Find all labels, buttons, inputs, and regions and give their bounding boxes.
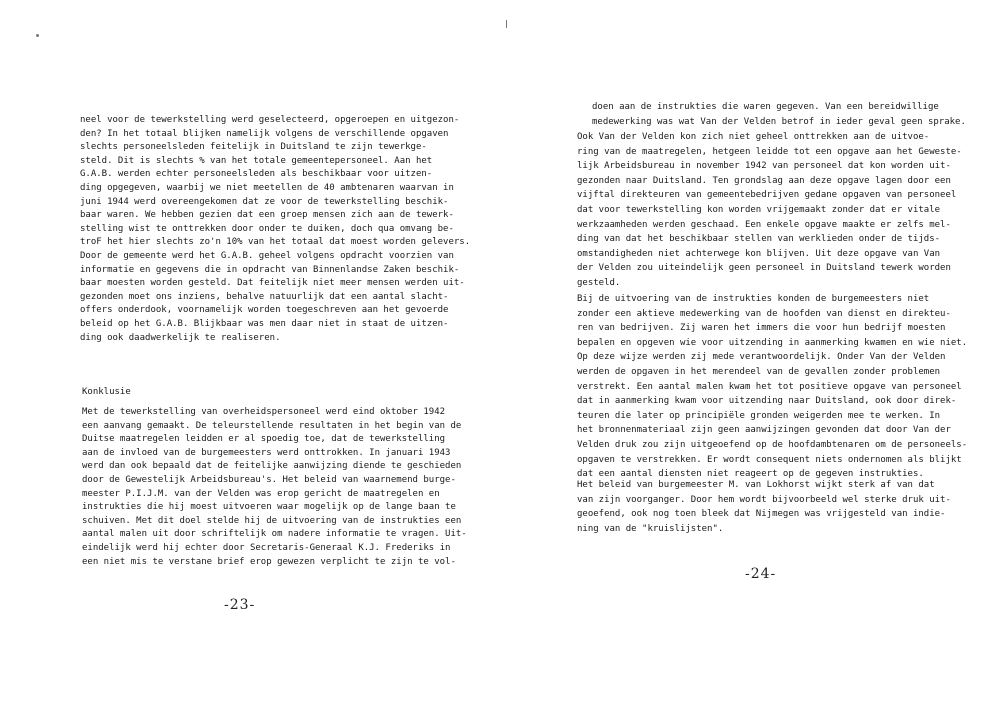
text-line: omstandigheden niet achterwege kon blijven. Uit deze opgave van Van xyxy=(577,248,941,259)
text-line: lijk Arbeidsbureau in november 1942 van personeel dat kon worden uit- xyxy=(577,161,951,172)
text-line: aantal malen uit door schriftelijk om nadere informatie te vragen. Uit- xyxy=(82,529,467,540)
text-line: werkzaamheden werden geschaad. Een enkele opgave maakte er zelfs mel- xyxy=(577,219,951,230)
text-line: Op deze wijze werden zij mede verantwoordelijk. Onder Van der Velden xyxy=(577,352,946,363)
right-page xyxy=(500,0,1000,706)
text-line: G.A.B. werden echter personeelsleden als beschikbaar voor uitzen- xyxy=(80,169,433,180)
text-line: gezonden moet ons inziens, behalve natuurlijk dat een aantal slacht- xyxy=(80,291,449,302)
page-number-right: -24- xyxy=(745,566,777,582)
text-line: Het beleid van burgemeester M. van Lokhorst wijkt sterk af van dat xyxy=(577,480,935,490)
text-line: Met de tewerkstelling van overheidspersoneel werd eind oktober 1942 xyxy=(82,407,446,417)
text-line: van zijn voorganger. Door hem wordt bijvoorbeeld wel sterke druk uit- xyxy=(577,494,951,505)
text-line: der Velden zou uiteindelijk geen personeel in Duitsland tewerk worden xyxy=(577,263,951,274)
text-line: baar moesten worden gesteld. Dat feitelijk niet meer mensen werden uit- xyxy=(80,278,465,289)
text-line: stelling wist te onttrekken door onder te duiken, doch qua omvang be- xyxy=(80,223,454,234)
text-line: troF het hier slechts zo'n 10% van het totaal dat moest worden gelevers. xyxy=(80,237,471,248)
text-line: ren van bedrijven. Zij waren het immers die voor hun bedrijf moesten xyxy=(577,323,946,334)
right-paragraph-4 xyxy=(577,478,951,536)
text-line: een aanvang gemaakt. De teleurstellende resultaten in het begin van de xyxy=(82,420,462,431)
text-line: dat voor tewerkstelling kon worden vrijgemaakt zonder dat er vitale xyxy=(577,204,941,215)
text-line: neel voor de tewerkstelling werd geselecteerd, opgeroepen en uitgezon- xyxy=(80,115,460,125)
page-number-left: -23- xyxy=(224,597,256,613)
text-line: Door de gemeente werd het G.A.B. geheel volgens opdracht voorzien van xyxy=(80,250,454,261)
text-line: ring van de maatregelen, hetgeen leidde tot een opgave aan het Geweste- xyxy=(577,146,962,157)
scan-speck xyxy=(36,34,39,37)
text-line: Velden druk zou zijn uitgeoefend op de hoofdambtenaren om de personeels- xyxy=(577,439,968,450)
text-line: bepalen en opgeven wie voor uitzending in aanmerking kwamen en wie niet. xyxy=(577,337,968,348)
text-line: ding opgegeven, waarbij we niet meetellen de 40 ambtenaren waarvan in xyxy=(80,182,454,193)
text-line: slechts personeelsleden feitelijk in Duitsland te zijn tewerkge- xyxy=(80,142,427,153)
conclusion-section xyxy=(82,386,131,400)
text-line: informatie en gegevens die in opdracht van Binnenlandse Zaken beschik- xyxy=(80,264,460,275)
text-line: ding van dat het beschikbaar stellen van werklieden onder de tijds- xyxy=(577,234,941,245)
text-line: opgaven te verstrekken. Er wordt consequent niets ondernomen als blijkt xyxy=(577,454,962,465)
text-line: Duitse maatregelen leidden er al spoedig toe, dat de tewerkstelling xyxy=(82,434,446,445)
text-line: ning van de "kruislijsten". xyxy=(577,523,724,534)
text-line: gesteld. xyxy=(577,277,621,288)
text-line: dat een aantal diensten niet reageert op de gegeven instrukties. xyxy=(577,469,924,480)
section-heading: Konklusie xyxy=(82,387,131,397)
text-line: door de Gewestelijk Arbeidsbureau's. Het beleid van waarnemend burge- xyxy=(82,474,456,485)
text-line: beleid op het G.A.B. Blijkbaar was men daar niet in staat de uitzen- xyxy=(80,318,449,329)
text-line: baar waren. We hebben gezien dat een groep mensen zich aan de tewerk- xyxy=(80,210,454,221)
text-line: schuiven. Met dit doel stelde hij de uitvoering van de instrukties een xyxy=(82,515,462,526)
text-line: eindelijk werd hij echter door Secretaris-Generaal K.J. Frederiks in xyxy=(82,542,451,553)
text-line: juni 1944 werd overeengekomen dat ze voor de tewerkstelling beschik- xyxy=(80,196,449,207)
text-line: werden de opgaven in het merendeel van de gevallen zonder problemen xyxy=(577,366,941,377)
right-paragraph-1 xyxy=(592,100,966,129)
text-line: instrukties die hij moest uitvoeren waar mogelijk op de lange baan te xyxy=(82,502,456,513)
text-line: werd dan ook bepaald dat de feitelijke aanwijzing diende te geschieden xyxy=(82,461,462,472)
text-line: doen aan de instrukties die waren gegeven. Van een bereidwillige xyxy=(592,102,939,112)
text-line: gezonden naar Duitsland. Ten grondslag aan deze opgave lagen door een xyxy=(577,175,951,186)
text-line: meester P.I.J.M. van der Velden was erop gericht de maatregelen en xyxy=(82,488,440,499)
text-line: steld. Dit is slechts % van het totale gemeentepersoneel. Aan het xyxy=(80,155,433,166)
text-line: geoefend, ook nog toen bleek dat Nijmegen was vrijgesteld van indie- xyxy=(577,509,946,520)
left-paragraph-2 xyxy=(82,406,467,569)
text-line: vijftal direkteuren van gemeentebedrijven gedane opgaven van personeel xyxy=(577,190,957,201)
text-line: aan de invloed van de burgemeesters werd onttrokken. In januari 1943 xyxy=(82,447,451,458)
right-paragraph-2 xyxy=(577,130,962,291)
text-line: den? In het totaal blijken namelijk volgens de verschillende opgaven xyxy=(80,128,449,139)
scan-speck xyxy=(506,20,507,28)
text-line: zonder een aktieve medewerking van de hoofden van dienst en direkteu- xyxy=(577,308,951,319)
text-line: het bronnenmateriaal zijn geen aanwijzingen gevonden dat door Van der xyxy=(577,425,951,436)
text-line: ding ook daadwerkelijk te realiseren. xyxy=(80,332,281,343)
text-line: medewerking was wat Van der Velden betrof in ieder geval geen sprake. xyxy=(592,116,966,127)
text-line: dat in aanmerking kwam voor uitzending naar Duitsland, ook door direk- xyxy=(577,396,957,407)
left-paragraph-1 xyxy=(80,114,470,345)
right-paragraph-3 xyxy=(577,292,967,482)
text-line: offers onderdook, voornamelijk worden toegeschreven aan het gevoerde xyxy=(80,305,449,316)
text-line: Bij de uitvoering van de instrukties konden de burgemeesters niet xyxy=(577,294,930,304)
text-line: Ook Van der Velden kon zich niet geheel onttrekken aan de uitvoe- xyxy=(577,132,930,142)
text-line: teuren die later op principiële gronden weigerden mee te werken. In xyxy=(577,410,941,421)
text-line: een niet mis te verstane brief erop gewezen verplicht te zijn te vol- xyxy=(82,556,456,567)
text-line: verstrekt. Een aantal malen kwam het tot positieve opgave van personeel xyxy=(577,381,962,392)
